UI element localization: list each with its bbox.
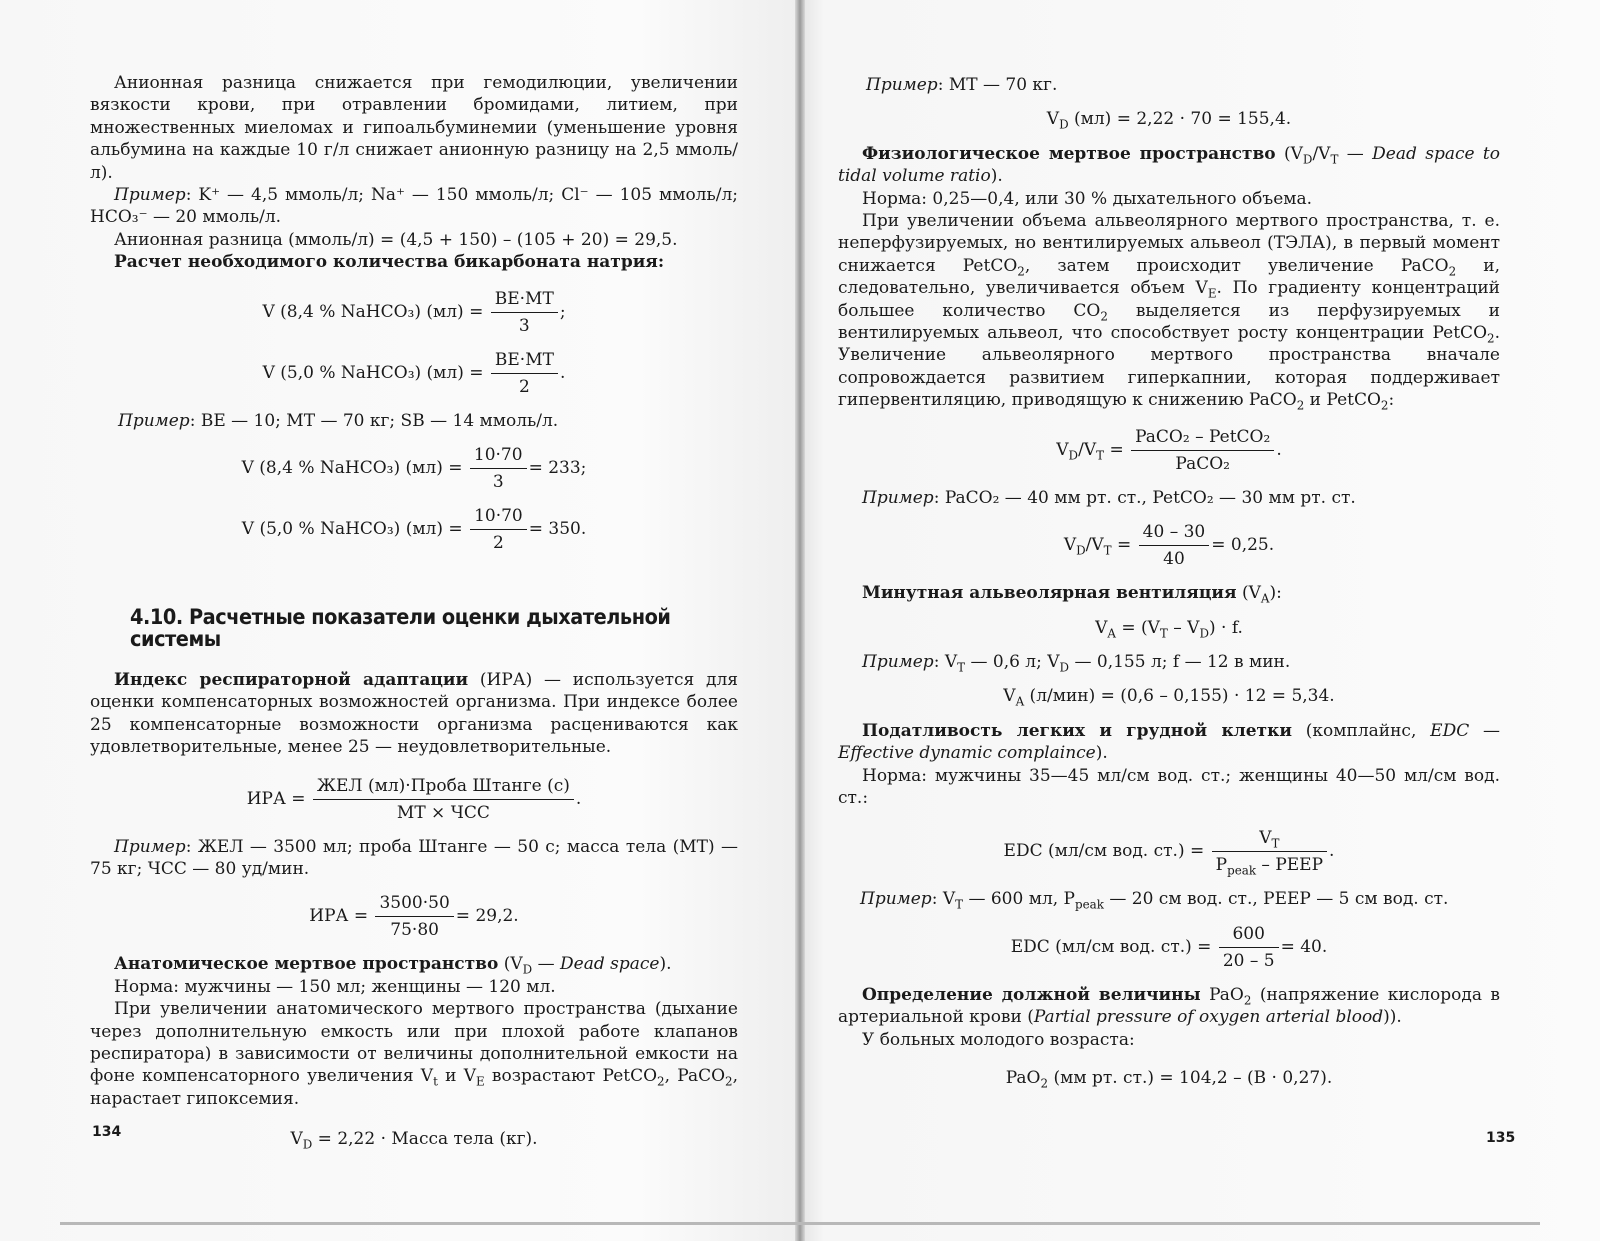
page-number-right: 135 bbox=[1486, 1130, 1516, 1146]
fraction: $\frac{\text{PaCO₂ – PetCO₂}}{\text{PaCO₂}}$ bbox=[1131, 426, 1274, 475]
book-gutter bbox=[795, 0, 805, 1241]
formula-bicarb-84-example: V (8,4 % NaHCO₃) (мл) = $\frac{10\cdot 70}{3}$ = 233; bbox=[241, 445, 587, 493]
example-6: Пример: $V_T$ — 0,6 л; $V_D$ — 0,155 л; f — 12 в мин. bbox=[862, 651, 1291, 675]
formula-bicarb-50-example: V (5,0 % NaHCO₃) (мл) = $\frac{10\cdot 70}{2}$ = 350. bbox=[241, 506, 587, 554]
example-1: Пример: K⁺ — 4,5 ммоль/л; Na⁺ — 150 ммоль/л; Cl⁻ — 105 ммоль/л; HCO₃⁻ — 20 ммоль/л. bbox=[90, 185, 738, 228]
phys-dead-space-paragraph: При увеличении объема альвеолярного мертвого пространства, т. е. неперфузируемых, но вентилируемых альвеол (ТЭЛА), в первый момент снижается PetCO$_2$, затем происходит увеличение PaCO$_2$ и, следовательно, увеличивается объем $V_E$. По градиенту концентраций большее количество $CO_2$ выделяется из перфузируемых и вентилируемых альвеол, что способствует росту концентрации PetCO$_2$. Увеличение альвеолярного мертвого пространства вначале сопровождается развитием гиперкапнии, которая поддерживает гипервентиляцию, приводящую к снижению PaCO$_2$ и PetCO$_2$: bbox=[838, 211, 1500, 413]
norm-2: Норма: 0,25—0,4, или 30 % дыхательного объема. bbox=[862, 188, 1313, 209]
left-column bbox=[90, 72, 738, 1163]
pao2-heading: Определение должной величины PaO$_2$ (напряжение кислорода в артериальной крови (Partial pressure of oxygen arterial blood)). bbox=[838, 984, 1500, 1028]
example-4: Пример: МТ — 70 кг. bbox=[866, 75, 1058, 95]
fraction: $\frac{V_T}{P_{peak} - PEEP}$ bbox=[1212, 827, 1327, 876]
fraction: $\frac{BE\cdot MT}{3}$ bbox=[491, 288, 558, 337]
formula-pao2: PaO$_2$ (мм рт. ст.) = 104,2 – (B · 0,27). bbox=[1005, 1067, 1333, 1091]
norm-3: Норма: мужчины 35—45 мл/см вод. ст.; женщины 40—50 мл/см вод. ст.: bbox=[838, 765, 1500, 808]
alv-vent-heading: Минутная альвеолярная вентиляция $(V_A)$: bbox=[862, 583, 1282, 606]
bicarb-heading: Расчет необходимого количества бикарбоната натрия: bbox=[114, 252, 665, 273]
phys-dead-space-heading: Физиологическое мертвое пространство ($V_D/V_T$ — Dead space to tidal volume ratio). bbox=[838, 143, 1500, 187]
fraction: $\frac{BE\cdot MT}{2}$ bbox=[491, 349, 558, 398]
edc-heading: Податливость легких и грудной клетки (комплайнс, EDC — Effective dynamic complaince). bbox=[838, 720, 1501, 764]
example-2: Пример: BE — 10; MT — 70 кг; SB — 14 ммоль/л. bbox=[118, 410, 559, 431]
fraction: $\frac{10\cdot 70}{3}$ bbox=[470, 444, 527, 493]
anion-gap-formula: Анионная разница (ммоль/л) = (4,5 + 150) – (105 + 20) = 29,5. bbox=[114, 229, 678, 250]
formula-edc-example: EDC (мл/см вод. ст.) = $\frac{600}{20 - 5}$ = 40. bbox=[1010, 923, 1328, 971]
example-5: Пример: PaCO₂ — 40 мм рт. ст., PetCO₂ — 30 мм рт. ст. bbox=[862, 487, 1356, 508]
page-number-left: 134 bbox=[92, 1124, 122, 1140]
example-3: Пример: ЖЕЛ — 3500 мл; проба Штанге — 50 с; масса тела (МТ) — 75 кг; ЧСС — 80 уд/мин. bbox=[90, 836, 738, 879]
formula-va-example: $V_A$ (л/мин) = (0,6 – 0,155) · 12 = 5,34. bbox=[1003, 686, 1335, 709]
fraction: $\frac{3500\cdot 50}{75\cdot 80}$ bbox=[375, 892, 453, 941]
formula-vd-example: $V_D$ (мл) = 2,22 · 70 = 155,4. bbox=[1046, 109, 1292, 132]
norm-1: Норма: мужчины — 150 мл; женщины — 120 мл. bbox=[114, 976, 556, 997]
fraction: $\frac{\text{ЖЕЛ (мл)·Проба Штанге (с)}}{\text{MT × ЧСС}}$ bbox=[313, 775, 574, 824]
formula-vd-vt-example: $V_D/V_T$ = $\frac{40 - 30}{40}$ = 0,25. bbox=[1063, 522, 1275, 570]
fraction: $\frac{10\cdot 70}{2}$ bbox=[470, 505, 527, 554]
formula-bicarb-84: V (8,4 % NaHCO₃) (мл) = $\frac{BE\cdot MT}{3}$ ; bbox=[262, 288, 566, 336]
ira-paragraph: Индекс респираторной адаптации (ИРА) — используется для оценки компенсаторных возможностей организма. При индексе более 25 компенсаторные возможности организма расцениваются как удовлетворительные, менее 25 — неудовлетворительные. bbox=[90, 669, 739, 758]
right-column bbox=[838, 74, 1500, 1101]
formula-ira: ИРА = $\frac{\text{ЖЕЛ (мл)·Проба Штанге (с)}}{\text{MT × ЧСС}}$ . bbox=[246, 775, 582, 823]
example-7: Пример: $V_T$ — 600 мл, $P_{peak}$ — 20 см вод. ст., PEEP — 5 см вод. ст. bbox=[860, 889, 1449, 912]
formula-vd: $V_D = 2,22$ · Масса тела (кг). bbox=[290, 1129, 538, 1152]
fraction: $\frac{600}{20 - 5}$ bbox=[1219, 923, 1279, 972]
young-patients: У больных молодого возраста: bbox=[862, 1029, 1135, 1050]
anat-dead-space-paragraph: При увеличении анатомического мертвого пространства (дыхание через дополнительную емкость или при плохой работе клапанов респиратора) в зависимости от величины дополнительной емкости на фоне компенсаторного увеличения $V_t$ и $V_E$ возрастают PetCO$_2$, PaCO$_2$, нарастает гипоксемия. bbox=[90, 999, 739, 1109]
fraction: $\frac{40 - 30}{40}$ bbox=[1139, 521, 1210, 570]
page-edge-shadow bbox=[60, 1222, 1540, 1225]
anat-dead-space-heading: Анатомическое мертвое пространство ($V_D$ — Dead space). bbox=[114, 954, 672, 977]
section-heading: 4.10. Расчетные показатели оценки дыхательной системы bbox=[130, 605, 671, 652]
formula-bicarb-50: V (5,0 % NaHCO₃) (мл) = $\frac{BE\cdot MT}{2}$ . bbox=[262, 349, 566, 397]
anion-gap-paragraph: Анионная разница снижается при гемодилюции, увеличении вязкости крови, при отравлении бромидами, литием, при множественных миеломах и гипоальбуминемии (уменьшение уровня альбумина на каждые 10 г/л снижает анионную разницу на 2,5 ммоль/л). bbox=[90, 73, 738, 183]
formula-va: $V_A = (V_T - V_D) \cdot f$. bbox=[1095, 617, 1243, 640]
formula-ira-example: ИРА = $\frac{3500\cdot 50}{75\cdot 80}$ = 29,2. bbox=[309, 893, 519, 941]
formula-edc: EDC (мл/см вод. ст.) = $\frac{V_T}{P_{peak} - PEEP}$ . bbox=[1003, 828, 1335, 878]
formula-vd-vt: $V_D/V_T$ = $\frac{\text{PaCO₂ – PetCO₂}}{\text{PaCO₂}}$ . bbox=[1056, 426, 1282, 474]
